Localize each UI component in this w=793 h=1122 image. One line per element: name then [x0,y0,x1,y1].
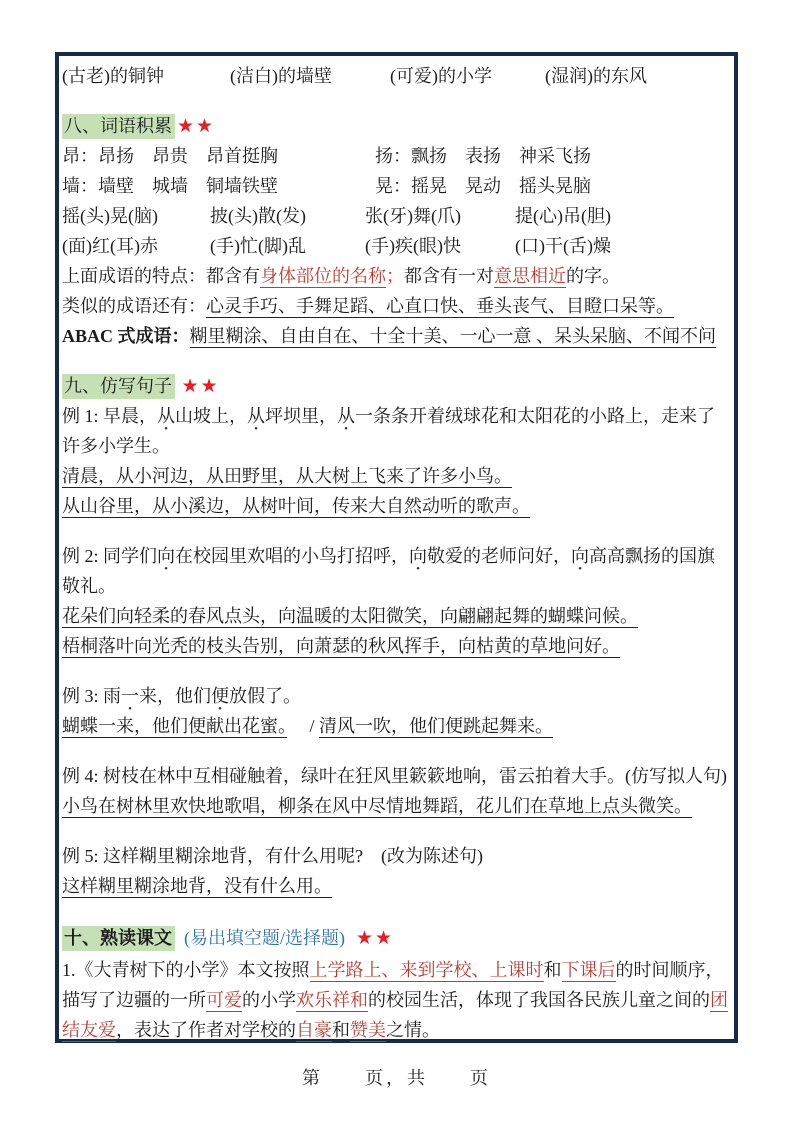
section8-header [62,111,732,141]
feature-text: 上面成语的特点：都含有 [62,266,260,286]
example3-answer-line [62,711,732,741]
example1-prompt-line2 [62,431,732,461]
summary-text: 之情。 [386,1020,440,1040]
summary-keyword: 自豪 [296,1020,332,1040]
lesson-summary-line3 [62,1015,732,1045]
prompt-text: 例 2: 同学们 [62,546,158,566]
emphasized-char: 便 [211,686,230,706]
idiom: (口)干(舌)燥 [515,236,611,256]
idiom-row [62,231,732,261]
emphasized-char: 向 [571,546,590,566]
spacer [62,521,732,541]
emphasized-char: 从 [247,406,266,426]
prompt-text: 例 1: 早晨， [62,406,158,426]
adjective-phrase: (古老)的铜钟 [62,66,164,86]
spacer [62,661,732,681]
idiom: 张(牙)舞(爪) [365,206,461,226]
spacer [62,901,732,921]
emphasized-char: 从 [337,406,356,426]
similar-idioms-line [62,291,732,321]
lesson-summary-line1 [62,955,732,985]
section8-title: 八、词语积累 [62,114,175,139]
idiom: (手)疾(眼)快 [365,236,461,256]
summary-keyword: 下课后 [561,960,616,980]
feature-highlight: 身体部位的名称 [260,266,386,286]
prompt-text: 一条条开着绒球花和太阳花的小路上，走来了 [355,406,716,426]
prompt-text: 许多小学生。 [62,436,170,456]
word-group: 墙：墙壁 城墙 铜墙铁壁 [62,176,278,196]
lesson-summary-line2 [62,985,732,1015]
answer-separator: / [287,716,320,736]
emphasized-char: 向 [409,546,428,566]
answer-text: 小鸟在树林里欢快地歌唱，柳条在风中尽情地舞蹈，花儿们在草地上点头微笑。 [62,796,692,816]
answer-text: 清晨，从小河边，从田野里，从大树上飞来了许多小鸟。 [62,466,512,486]
example2-prompt-line2 [62,571,732,601]
prompt-text: 例 3: 雨 [62,686,122,706]
summary-text: 的小学 [242,990,296,1010]
feature-punct: ； [386,266,404,286]
prompt-text: 高高飘扬的国旗 [589,546,716,566]
emphasized-char: 一 [121,686,140,706]
spacer [62,741,732,761]
summary-text: 和 [543,960,562,980]
example3-prompt-line [62,681,732,711]
example1-answer1 [62,461,732,491]
summary-keyword: 可爱 [206,990,242,1010]
summary-keyword: 赞美 [350,1020,386,1040]
summary-keyword: 欢乐祥和 [296,990,368,1010]
summary-text: 描写了边疆的一所 [62,990,206,1010]
adjective-phrase: (洁白)的墙壁 [230,66,332,86]
section9-header [62,371,732,401]
section8-stars: ★★ [177,115,216,137]
word-group: 昂：昂扬 昂贵 昂首挺胸 [62,146,278,166]
similar-content: 心灵手巧、手舞足蹈、心直口快、垂头丧气、目瞪口呆等。 [206,296,674,316]
section10-stars: ★★ [356,927,395,949]
abac-idioms-line [62,321,732,351]
example5-answer-line [62,871,732,901]
section10-note: (易出填空题/选择题) [184,928,345,948]
adjective-phrase: (湿润)的东风 [545,66,647,86]
spacer [62,351,732,371]
summary-text: 1.《大青树下的小学》本文按照 [62,960,310,980]
prompt-text: 坪坝里， [265,406,338,426]
word-row [62,171,732,201]
similar-label: 类似的成语还有： [62,296,206,316]
summary-keyword: 团 [710,990,728,1010]
answer-text: 清风一吹，他们便跳起舞来。 [319,716,554,736]
adjective-phrase: (可爱)的小学 [390,66,492,86]
section9-title: 九、仿写句子 [62,374,175,399]
example2-prompt-line1 [62,541,732,571]
example5-prompt-line [62,841,732,871]
section10-header [62,921,732,955]
idiom: 摇(头)晃(脑) [62,206,158,226]
abac-label: ABAC 式成语： [62,326,190,346]
answer-text: 花朵们向轻柔的春风点头，向温暖的太阳微笑，向翩翩起舞的蝴蝶问候。 [62,606,638,626]
answer-text: 从山谷里，从小溪边，从树叶间，传来大自然动听的歌声。 [62,496,530,516]
feature-highlight: 意思相近 [494,266,566,286]
answer-text: 这样糊里糊涂地背，没有什么用。 [62,876,332,896]
abac-content: 糊里糊涂、自由自在、十全十美、一心一意 、呆头呆脑、不闻不问 [189,326,717,346]
idiom-row [62,201,732,231]
prompt-text: 放假了。 [229,686,302,706]
summary-text: ，表达了作者对学校的 [116,1020,296,1040]
feature-text: 都含有一对 [404,266,494,286]
emphasized-char: 从 [157,406,176,426]
summary-text: 的时间顺序， [615,960,724,980]
answer-text: 蝴蝶一来，他们便献出花蜜。 [62,716,287,736]
idiom: 提(心)吊(胆) [515,206,611,226]
emphasized-char: 向 [157,546,176,566]
prompt-text: 在校园里欢唱的小鸟打招呼， [175,546,410,566]
example2-answer1 [62,601,732,631]
feature-text: 的字。 [566,266,620,286]
prompt-text: 例 4: 树枝在林中互相碰触着，绿叶在狂风里簌簌地响，雷云拍着大手。(仿写拟人句) [62,766,727,786]
answer-text: 梧桐落叶向光秃的枝头告别，向萧瑟的秋风挥手，向枯黄的草地问好。 [62,636,620,656]
spacer [62,91,732,111]
spacer [62,821,732,841]
summary-text: 的校园生活，体现了我国各民族儿童之间的 [368,990,710,1010]
prompt-text: 敬礼。 [62,576,116,596]
summary-keyword: 上学路上、来到学校、上课时 [309,960,544,980]
example4-answer-line [62,791,732,821]
word-group: 扬：飘扬 表扬 神采飞扬 [375,146,591,166]
word-row [62,141,732,171]
prompt-text: 来，他们 [139,686,212,706]
summary-keyword: 结友爱 [62,1020,116,1040]
example1-prompt-line1 [62,401,732,431]
idiom: (手)忙(脚)乱 [210,236,306,256]
example4-prompt-line [62,761,732,791]
section10-title: 十、熟读课文 [62,926,175,951]
page-footer: 第 页，共 页 [302,1068,491,1088]
idiom: (面)红(耳)赤 [62,236,158,256]
section9-stars: ★★ [181,375,220,397]
summary-text: 和 [332,1020,350,1040]
prompt-text: 山坡上， [175,406,248,426]
word-group: 晃：摇晃 晃动 摇头晃脑 [375,176,591,196]
idiom: 披(头)散(发) [210,206,306,226]
prompt-text: 例 5: 这样糊里糊涂地背，有什么用呢? (改为陈述句) [62,846,483,866]
prompt-text: 敬爱的老师问好， [427,546,572,566]
adjective-phrase-row [62,61,732,91]
content-frame [55,52,738,1043]
example1-answer2 [62,491,732,521]
idiom-feature-line [62,261,732,291]
example2-answer2 [62,631,732,661]
